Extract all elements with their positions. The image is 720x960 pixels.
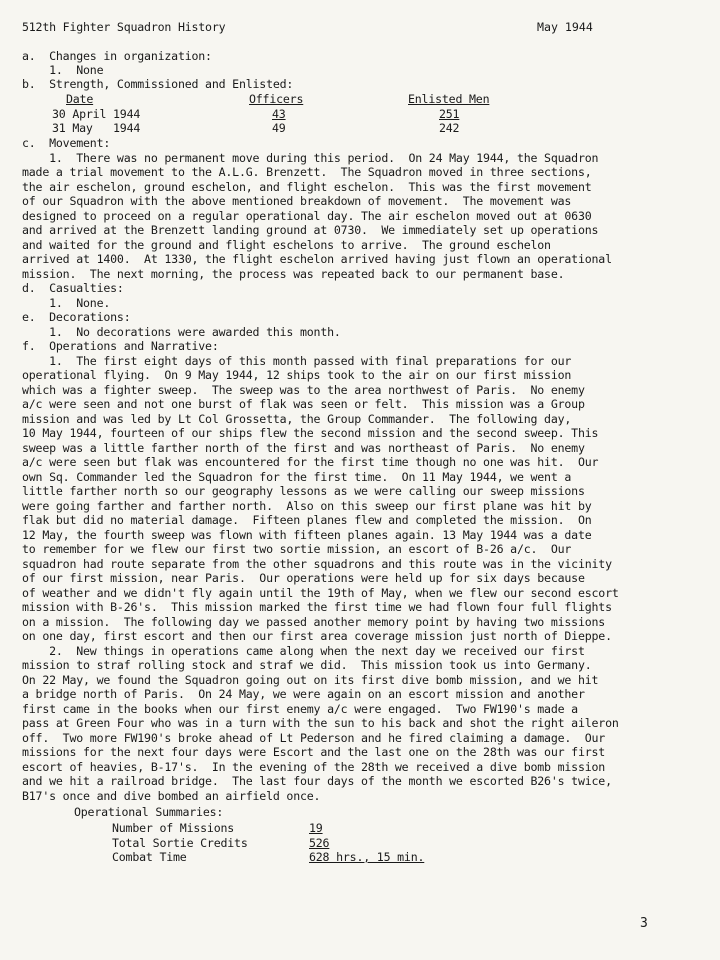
summary-label: Combat Time <box>112 850 187 864</box>
table-row-date: 31 May 1944 <box>52 121 141 135</box>
text-line: of our Squadron with the above mentioned breakdown of movement. The movement was <box>22 194 572 208</box>
table-row-officers: 43 <box>272 107 286 121</box>
col-header-enlisted: Enlisted Men <box>408 92 490 106</box>
text-line: 1. There was no permanent move during this period. On 24 May 1944, the Squadron <box>22 151 599 165</box>
text-line: B17's once and dive bombed an airfield once. <box>22 789 321 803</box>
text-line: operational flying. On 9 May 1944, 12 ships took to the air on our first mission <box>22 368 572 382</box>
summary-value: 628 hrs., 15 min. <box>309 850 425 864</box>
text-line: mission. The next morning, the process was repeated back to our permanent base. <box>22 267 565 281</box>
text-line: mission to straf rolling stock and straf we did. This mission took us into Germany. <box>22 658 592 672</box>
text-line: escort of heavies, B-17's. In the evening of the 28th we received a dive bomb mission <box>22 760 606 774</box>
text-line: squadron had route separate from the other squadrons and this route was in the vicinity <box>22 557 612 571</box>
text-line: designed to proceed on a regular operational day. The air eschelon moved out at 0630 <box>22 209 592 223</box>
section-b-heading: b. Strength, Commissioned and Enlisted: <box>22 77 294 91</box>
text-line: mission with B-26's. This mission marked the first time we had flown four full flights <box>22 600 612 614</box>
summary-label: Total Sortie Credits <box>112 836 248 850</box>
text-line: and arrived at the Brenzett landing ground at 0730. We immediately set up operations <box>22 223 599 237</box>
text-line: first came in the books when our first enemy a/c were engaged. Two FW190's made a <box>22 702 578 716</box>
text-line: which was a fighter sweep. The sweep was to the area northwest of Paris. No enemy <box>22 383 585 397</box>
text-line: to remember for we flew our first two sortie mission, an escort of B-26 a/c. Our <box>22 542 572 556</box>
section-a-item: 1. None <box>22 63 104 77</box>
summary-value: 19 <box>309 821 323 835</box>
summary-label: Number of Missions <box>112 821 235 835</box>
page-number: 3 <box>640 916 648 931</box>
document-date: May 1944 <box>537 20 593 34</box>
text-line: mission and was led by Lt Col Grossetta, the Group Commander. The following day, <box>22 412 572 426</box>
section-e-heading: e. Decorations: <box>22 310 131 324</box>
text-line: of weather and we didn't fly again until the 19th of May, when we flew our second escort <box>22 586 619 600</box>
text-line: arrived at 1400. At 1330, the flight eschelon arrived having just flown an operational <box>22 252 612 266</box>
text-line: a/c were seen but flak was encountered for the first time though no one was hit. Our <box>22 455 599 469</box>
text-line: on a mission. The following day we passed another memory point by having two missions <box>22 615 606 629</box>
section-f-heading: f. Operations and Narrative: <box>22 339 219 353</box>
text-line: and we hit a railroad bridge. The last four days of the month we escorted B26's twice, <box>22 774 612 788</box>
text-line: own Sq. Commander led the Squadron for the first time. On 11 May 1944, we went a <box>22 470 572 484</box>
section-d-heading: d. Casualties: <box>22 281 124 295</box>
text-line: 10 May 1944, fourteen of our ships flew the second mission and the second sweep. This <box>22 426 599 440</box>
text-line: a/c were seen and not one burst of flak was seen or felt. This mission was a Group <box>22 397 585 411</box>
text-line: off. Two more FW190's broke ahead of Lt Pederson and he fired claiming a damage. Our <box>22 731 606 745</box>
document-title: 512th Fighter Squadron History <box>22 20 226 34</box>
text-line: 12 May, the fourth sweep was flown with fifteen planes again. 13 May 1944 was a date <box>22 528 592 542</box>
text-line: on one day, first escort and then our first area coverage mission just north of Dieppe. <box>22 629 612 643</box>
table-row-date: 30 April 1944 <box>52 107 141 121</box>
text-line: and waited for the ground and flight eschelons to arrive. The ground eschelon <box>22 238 551 252</box>
section-d-item: 1. None. <box>22 296 111 310</box>
text-line: On 22 May, we found the Squadron going out on its first dive bomb mission, and we hit <box>22 673 599 687</box>
col-header-date: Date <box>66 92 94 106</box>
summary-heading: Operational Summaries: <box>74 805 224 819</box>
table-row-enlisted: 242 <box>439 121 460 135</box>
section-c-heading: c. Movement: <box>22 136 111 150</box>
table-row-officers: 49 <box>272 121 286 135</box>
text-line: missions for the next four days were Escort and the last one on the 28th was our first <box>22 745 606 759</box>
text-line: the air eschelon, ground eschelon, and flight eschelon. This was the first movement <box>22 180 592 194</box>
text-line: 1. The first eight days of this month passed with final preparations for our <box>22 354 572 368</box>
text-line: were going farther and farther north. Also on this sweep our first plane was hit by <box>22 499 592 513</box>
text-line: 2. New things in operations came along when the next day we received our first <box>22 644 585 658</box>
summary-value: 526 <box>309 836 330 850</box>
text-line: pass at Green Four who was in a turn with the sun to his back and shot the right aileron <box>22 716 619 730</box>
section-e-item: 1. No decorations were awarded this month. <box>22 325 341 339</box>
text-line: of our first mission, near Paris. Our operations were held up for six days because <box>22 571 585 585</box>
table-row-enlisted: 251 <box>439 107 460 121</box>
section-a-heading: a. Changes in organization: <box>22 49 212 63</box>
text-line: made a trial movement to the A.L.G. Brenzett. The Squadron moved in three sections, <box>22 165 592 179</box>
text-line: flak but did no material damage. Fifteen planes flew and completed the mission. On <box>22 513 592 527</box>
col-header-officers: Officers <box>249 92 304 106</box>
text-line: little farther north so our geography lessons as we were calling our sweep missions <box>22 484 585 498</box>
text-line: sweep was a little farther north of the first and was northeast of Paris. No enemy <box>22 441 585 455</box>
text-line: a bridge north of Paris. On 24 May, we were again on an escort mission and another <box>22 687 585 701</box>
